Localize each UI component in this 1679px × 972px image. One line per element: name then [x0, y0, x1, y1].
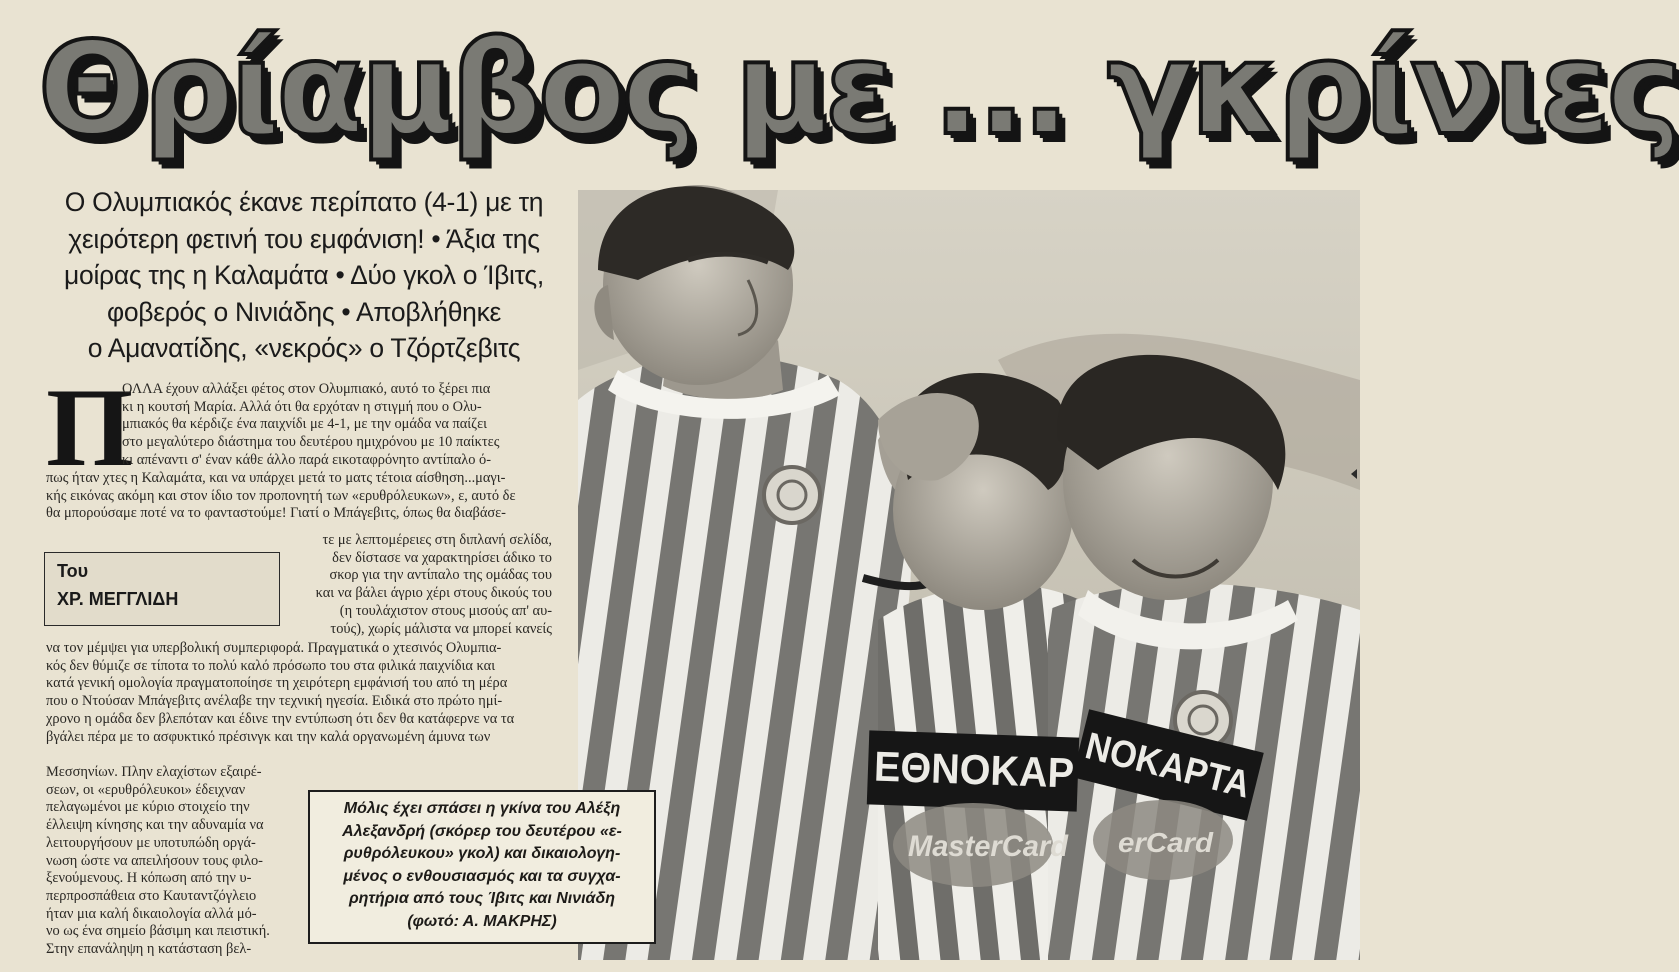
drop-cap: Π [46, 366, 134, 490]
text-line: θα μπορούσαμε ποτέ να το φανταστούμε! Γιατί ο Μπάγεβιτς, όπως θα διαβάσε- [46, 505, 506, 522]
deck-line: μοίρας της η Καλαμάτα • Δύο γκολ ο Ίβιτς, [64, 260, 544, 290]
deck-line: ο Αμανατίδης, «νεκρός» ο Τζόρτζεβιτς [87, 333, 521, 363]
subheading-deck [44, 184, 564, 367]
text-line: μπιακός θα κέρδιζε ένα παιχνίδι με 4-1, με την ομάδα να παίζει [122, 416, 488, 433]
article-paragraph-continued [46, 470, 552, 523]
article-paragraph-intro [122, 381, 552, 470]
mastercard-text-left: MasterCard [908, 830, 1069, 863]
text-line: νο ως ένα σημείο βάσιμη και πειστική. [46, 923, 270, 940]
news-photo-players [578, 190, 1360, 960]
club-crest-left [764, 467, 820, 523]
text-line: ξενούμενους. Η κόπωση από την υ- [46, 870, 252, 887]
text-line: κι απέναντι σ' έναν κάθε άλλο παρά εικοταφρόνητο αντίπαλο ό- [122, 451, 492, 468]
caption-line: Μόλις έχει σπάσει η γκίνα του Αλέξη [343, 800, 621, 817]
headline: Θρίαμβος με ... γκρίνιες [38, 15, 1679, 164]
caption-line: Αλεξανδρή (σκόρερ του δευτέρου «ε- [342, 822, 622, 840]
sponsor-text-right: ΝΟΚΑΡΤΑ [1081, 725, 1271, 811]
deck-line: χειρότερη φετινή του εμφάνιση! • Άξια της [68, 223, 540, 254]
text-line: βγάλει πέρα με το ασφυκτικό πρέσινγκ και την καλά οργανωμένη άμυνα των [46, 728, 491, 745]
text-line: χρονο η ομάδα δεν βλεπόταν και έδινε την εντύπωση ότι δεν θα κατάφερνε να τα [46, 710, 515, 727]
text-line: κός δεν θύμιζε σε τίποτα το πολύ καλό πρόσωπο του στα φιλικά παιχνίδια και [46, 657, 496, 674]
article-paragraph-beside-byline [288, 532, 552, 638]
text-line: λειτουργήσουν με υποτυπώδη οργά- [46, 834, 256, 851]
text-line: Μεσσηνίων. Πλην ελαχίστων εξαιρέ- [46, 764, 262, 780]
photo-caption [308, 790, 656, 944]
text-line: Στην επανάληψη η κατάσταση βελ- [46, 941, 252, 958]
caption-line: ρυθρόλευκου» γκολ) και δικαιολογη- [343, 845, 621, 862]
text-line: τούς), χωρίς μάλιστα να μπορεί κανείς [330, 620, 552, 637]
sponsor-text-left: ΕΘΝΟΚΑΡ [873, 742, 1088, 797]
deck-line: φοβερός ο Νινιάδης • Αποβλήθηκε [106, 296, 502, 327]
article-column-bottom [46, 764, 282, 959]
caption-line: μένος ο ενθουσιασμός και τα συγχα- [343, 867, 621, 885]
text-line: κής εικόνας ακόμη και στον ίδιο τον προπονητή των «ερυθρόλευκων», ε, αυτό δε [46, 487, 516, 504]
text-line: περπροσπάθεια στο Καυταντζόγλειο [46, 887, 257, 904]
text-line: κατά γενική ομολογία πραγματοποίησε τη χειρότερη εμφάνισή του από τη μέρα [46, 675, 508, 692]
byline-prefix: Του [57, 561, 89, 581]
page-edge-mark [1350, 468, 1358, 480]
text-line: έλλειψη κίνησης και την αδυναμία να [46, 817, 264, 834]
text-line: νωση ώστε να απειλήσουν τους φιλο- [46, 852, 263, 869]
text-line: δεν δίστασε να χαρακτηρίσει άδικο το [332, 549, 552, 566]
text-line: κι η κουτσή Μαρία. Αλλά ότι θα ερχόταν η στιγμή που ο Ολυ- [122, 398, 482, 415]
text-line: και να βάλει άγριο χέρι στους δικούς του [315, 585, 552, 602]
text-line: που ο Ντούσαν Μπάγεβιτς ανέλαβε την τεχνική ηγεσία. Ειδικά στο πρώτο ημί- [46, 693, 503, 710]
byline-author: ΧΡ. ΜΕΓΓΛΙΔΗ [57, 589, 179, 609]
text-line: τε με λεπτομέρειες στη διπλανή σελίδα, [322, 532, 552, 548]
text-line: στο μεγαλύτερο διάστημα του δευτέρου ημιχρόνου με 10 παίκτες [122, 434, 500, 451]
mastercard-text-right: erCard [1118, 827, 1214, 858]
text-line: σεων, οι «ερυθρόλευκοι» έδειχναν [46, 781, 246, 798]
text-line: ήταν μια καλή δικαιολογία αλλά μό- [46, 905, 257, 922]
text-line: πελαγωμένοι με κύριο στοιχείο την [46, 799, 250, 816]
caption-line: ρητήρια από τους Ίβιτς και Νινιάδη [348, 890, 616, 907]
deck-line: Ο Ολυμπιακός έκανε περίπατο (4-1) με τη [64, 187, 544, 217]
text-line: να τον μέμψει για υπερβολική συμπεριφορά. Πραγματικά ο χτεσινός Ολυμπια- [46, 640, 502, 656]
text-line: πως ήταν χτες η Καλαμάτα, και να υπάρχει μετά το ματς τέτοια αίσθηση...μαγι- [46, 470, 506, 486]
article-paragraph-lower [46, 640, 552, 746]
text-line: ΟΛΛΑ έχουν αλλάξει φέτος στον Ολυμπιακό, αυτό το ξέρει πια [122, 381, 491, 397]
text-line: σκορ για την αντίπαλο της ομάδας του [329, 567, 552, 584]
caption-credit: (φωτό: Α. ΜΑΚΡΗΣ) [407, 912, 557, 930]
text-line: (η τουλάχιστον στους μισούς απ' αυ- [339, 602, 552, 619]
byline-box [44, 552, 280, 626]
